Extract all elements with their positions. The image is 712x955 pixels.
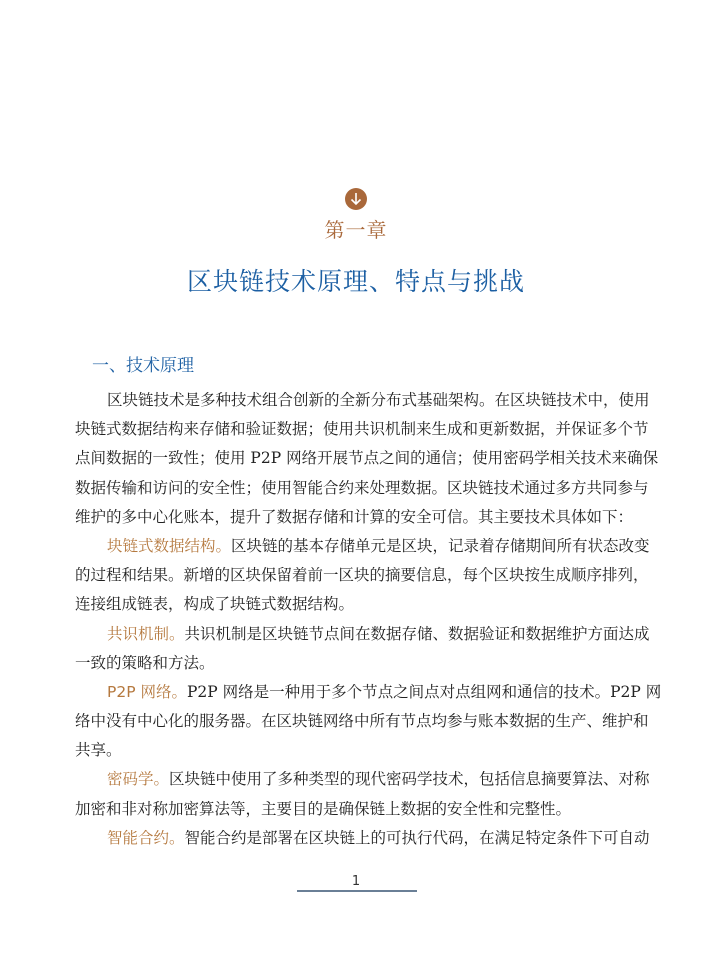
line-text: 区块链中使用了多种类型的现代密码学技术，包括信息摘要算法、对称 (169, 770, 650, 789)
page-number: 1 (351, 874, 361, 889)
text-line (75, 474, 649, 503)
paragraph (75, 386, 659, 532)
text-line (75, 561, 649, 590)
highlight-term: 块链式数据结构。 (107, 536, 232, 555)
highlight-term: 密码学。 (107, 770, 170, 789)
text-line (75, 736, 638, 765)
line-text: P2P 网络是一种用于多个节点之间点对点组网和通信的技术。P2P 网 (186, 682, 662, 701)
text-line (75, 795, 638, 824)
paragraph (75, 824, 650, 853)
paragraph (75, 765, 650, 823)
text-line (75, 707, 649, 736)
line-text: 络中没有中心化的服务器。在区块链网络中所有节点均参与账本数据的生产、维护和 (75, 712, 649, 731)
line-text: 智能合约是部署在区块链上的可执行代码，在满足特定条件下可自动 (184, 828, 650, 847)
text-line (75, 620, 650, 649)
chapter-label: 第一章 (324, 218, 388, 242)
line-text: 区块链的基本存储单元是区块，记录着存储期间所有状态改变 (231, 536, 650, 555)
line-text: 的过程和结果。新增的区块保留着前一区块的摘要信息，每个区块按生成顺序排列， (75, 566, 649, 585)
text-line (75, 590, 638, 619)
line-text: 共享。 (75, 741, 122, 760)
paragraph (75, 532, 650, 620)
line-text: 一致的策略和方法。 (75, 653, 215, 672)
line-text: 共识机制是区块链节点间在数据存储、数据验证和数据维护方面达成 (184, 624, 650, 643)
highlight-term: P2P 网络。 (107, 682, 187, 701)
text-line (75, 532, 650, 561)
text-line (75, 444, 659, 473)
text-line (75, 824, 650, 853)
text-line (75, 678, 662, 707)
line-text: 连接组成链表，构成了块链式数据结构。 (75, 595, 355, 614)
highlight-term: 智能合约。 (107, 828, 185, 847)
line-text: 加密和非对称加密算法等，主要目的是确保链上数据的安全性和完整性。 (75, 799, 572, 818)
arrow-down-circle-icon (345, 188, 367, 210)
line-text: 数据传输和访问的安全性；使用智能合约来处理数据。区块链技术通过多方共同参与 (75, 478, 649, 497)
line-text: 维护的多中心化账本，提升了数据存储和计算的安全可信。其主要技术具体如下： (75, 507, 634, 526)
paragraph (75, 620, 650, 678)
section-heading: 一、技术原理 (92, 356, 194, 376)
line-text: 区块链技术是多种技术组合创新的全新分布式基础架构。在区块链技术中，使用 (107, 391, 650, 409)
line-text: 点间数据的一致性；使用 P2P 网络开展节点之间的通信；使用密码学相关技术来确保 (75, 449, 659, 468)
text-line (75, 649, 638, 678)
footer-rule (297, 890, 417, 892)
text-line (75, 503, 638, 532)
body-text (75, 386, 662, 853)
paragraph (75, 678, 662, 766)
text-line (75, 765, 650, 794)
text-line (75, 386, 650, 415)
line-text: 块链式数据结构来存储和验证数据；使用共识机制来生成和更新数据，并保证多个节 (75, 420, 649, 439)
chapter-title: 区块链技术原理、特点与挑战 (186, 267, 525, 296)
text-line (75, 415, 649, 444)
highlight-term: 共识机制。 (107, 624, 185, 643)
